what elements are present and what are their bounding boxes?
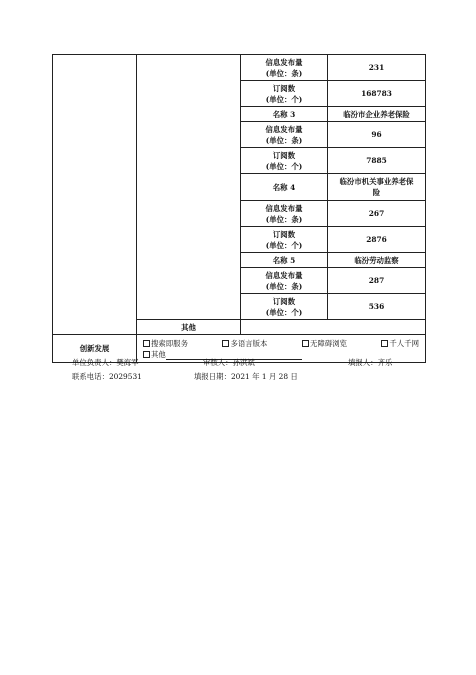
- row-label: 订阅数 (单位：个): [241, 227, 328, 253]
- row-label: 名称 5: [241, 253, 328, 268]
- row-label: 订阅数 (单位：个): [241, 148, 328, 174]
- other-value: [241, 320, 426, 335]
- row-label: 订阅数 (单位：个): [241, 81, 328, 107]
- row-value: 96: [328, 122, 426, 148]
- row-value: 2876: [328, 227, 426, 253]
- row-value: 168783: [328, 81, 426, 107]
- row-value: 536: [328, 294, 426, 320]
- row-label: 信息发布量 (单位：条): [241, 122, 328, 148]
- other-label: 其他: [137, 320, 241, 335]
- row-label: 信息发布量 (单位：条): [241, 201, 328, 227]
- row-value: 231: [328, 55, 426, 81]
- option-personalized[interactable]: 千人千网: [381, 338, 419, 349]
- row-label: 信息发布量 (单位：条): [241, 268, 328, 294]
- row-label: 信息发布量 (单位：条): [241, 55, 328, 81]
- row-value: 临汾市企业养老保险: [328, 107, 426, 122]
- table-row: [53, 55, 426, 81]
- row-label: 名称 4: [241, 174, 328, 201]
- row-value: 临汾劳动监察: [328, 253, 426, 268]
- filler: 填报人：齐乐: [348, 358, 393, 367]
- checkbox-icon[interactable]: [222, 340, 229, 347]
- row-value: 7885: [328, 148, 426, 174]
- report-table: [52, 54, 426, 363]
- option-search-service[interactable]: 搜索即服务: [143, 338, 188, 349]
- option-multilingual[interactable]: 多语言版本: [222, 338, 267, 349]
- category-cell: [53, 55, 137, 335]
- row-label: 名称 3: [241, 107, 328, 122]
- checkbox-icon[interactable]: [302, 340, 309, 347]
- row-value: 临汾市机关事业养老保 险: [328, 174, 426, 201]
- checkbox-icon[interactable]: [381, 340, 388, 347]
- contact-phone: 联系电话：2029531: [72, 372, 142, 381]
- innovation-label: 创新发展: [53, 335, 137, 363]
- unit-head: 单位负责人：樊海军: [72, 358, 139, 367]
- checkbox-icon[interactable]: [143, 340, 150, 347]
- option-other[interactable]: 其他: [143, 350, 302, 359]
- fill-date: 填报日期：2021 年 1 月 28 日: [194, 372, 298, 381]
- checkbox-icon[interactable]: [143, 351, 150, 358]
- reviewer: 审核人：孙洪斌: [203, 358, 255, 367]
- row-value: 287: [328, 268, 426, 294]
- subcategory-cell: [137, 55, 241, 320]
- row-value: 267: [328, 201, 426, 227]
- row-label: 订阅数 (单位：个): [241, 294, 328, 320]
- option-accessibility[interactable]: 无障碍浏览: [302, 338, 347, 349]
